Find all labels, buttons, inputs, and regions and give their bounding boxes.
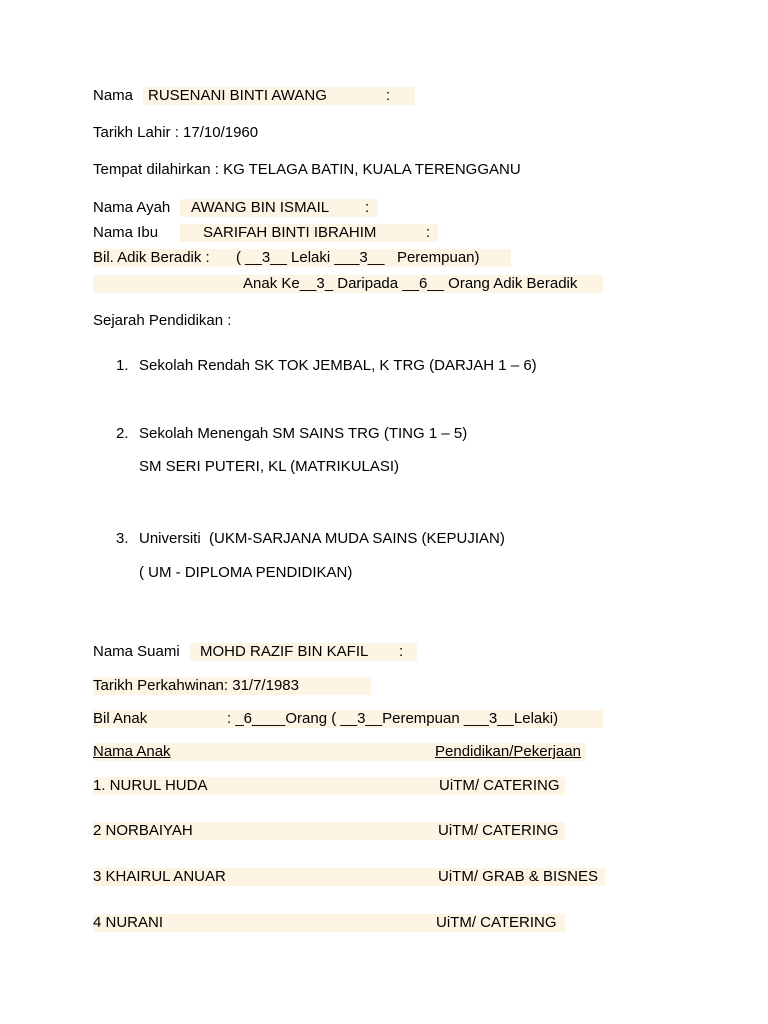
nama-ayah-colon: : [365,199,370,216]
nama-ayah-value: AWANG BIN ISMAIL [191,199,330,216]
tarikh-lahir: Tarikh Lahir : 17/10/1960 [93,124,259,141]
nama-ibu-value: SARIFAH BINTI IBRAHIM [203,224,377,241]
bil-adik-label: Bil. Adik Beradik : [93,249,210,266]
education-item-line1: Universiti (UKM-SARJANA MUDA SAINS (KEPUJIAN) [139,530,505,547]
children-col-name-header: Nama Anak [93,743,171,760]
nama-ibu-label: Nama Ibu [93,224,159,241]
bil-anak-label: Bil Anak [93,710,148,727]
bil-anak-value: : _6____Orang ( __3__Perempuan ___3__Lelaki) [227,710,559,727]
education-item-number: 1. [116,357,129,374]
education-item-1 [116,357,537,375]
bil-anak-row [93,710,559,728]
education-item-2 [116,425,468,443]
nama-value: RUSENANI BINTI AWANG [148,87,327,104]
child-row-2-job: UiTM/ CATERING [438,822,559,839]
tempat-lahir: Tempat dilahirkan : KG TELAGA BATIN, KUALA TERENGGANU [93,161,521,178]
children-col-job-header: Pendidikan/Pekerjaan [435,743,581,760]
child-row-4-job: UiTM/ CATERING [436,914,557,931]
education-item-2-line2: SM SERI PUTERI, KL (MATRIKULASI) [139,458,400,475]
child-row-3-job: UiTM/ GRAB & BISNES [438,868,599,885]
education-item-number: 2. [116,425,129,442]
education-item-3-line2: ( UM - DIPLOMA PENDIDIKAN) [139,564,353,581]
child-row-2-name: 2 NORBAIYAH [93,822,193,839]
education-item-3 [116,530,505,548]
nama-colon: : [386,87,391,104]
education-item-number: 3. [116,530,129,547]
education-item-line1: Sekolah Rendah SK TOK JEMBAL, K TRG (DARJAH 1 – 6) [139,357,537,374]
nama-suami-row [93,643,404,661]
child-row-4-name: 4 NURANI [93,914,164,931]
nama-suami-value: MOHD RAZIF BIN KAFIL [200,643,369,660]
nama-suami-colon: : [399,643,404,660]
tarikh-perkahwinan: Tarikh Perkahwinan: 31/7/1983 [93,677,299,694]
sejarah-pendidikan-heading: Sejarah Pendidikan : [93,312,232,329]
nama-ibu-row [93,224,431,242]
nama-row [93,87,391,105]
nama-suami-label: Nama Suami [93,643,180,660]
bil-adik-row [93,249,480,267]
nama-ayah-row [93,199,370,217]
nama-label: Nama [93,87,134,104]
anak-ke: Anak Ke__3_ Daripada __6__ Orang Adik Beradik [243,275,578,292]
bil-adik-value: ( __3__ Lelaki ___3__ Perempuan) [236,249,480,266]
nama-ibu-colon: : [426,224,431,241]
nama-ayah-label: Nama Ayah [93,199,171,216]
child-row-3-name: 3 KHAIRUL ANUAR [93,868,226,885]
child-row-1-job: UiTM/ CATERING [439,777,560,794]
education-item-line1: Sekolah Menengah SM SAINS TRG (TING 1 – 5) [139,425,468,442]
child-row-1-name: 1. NURUL HUDA [93,777,208,794]
